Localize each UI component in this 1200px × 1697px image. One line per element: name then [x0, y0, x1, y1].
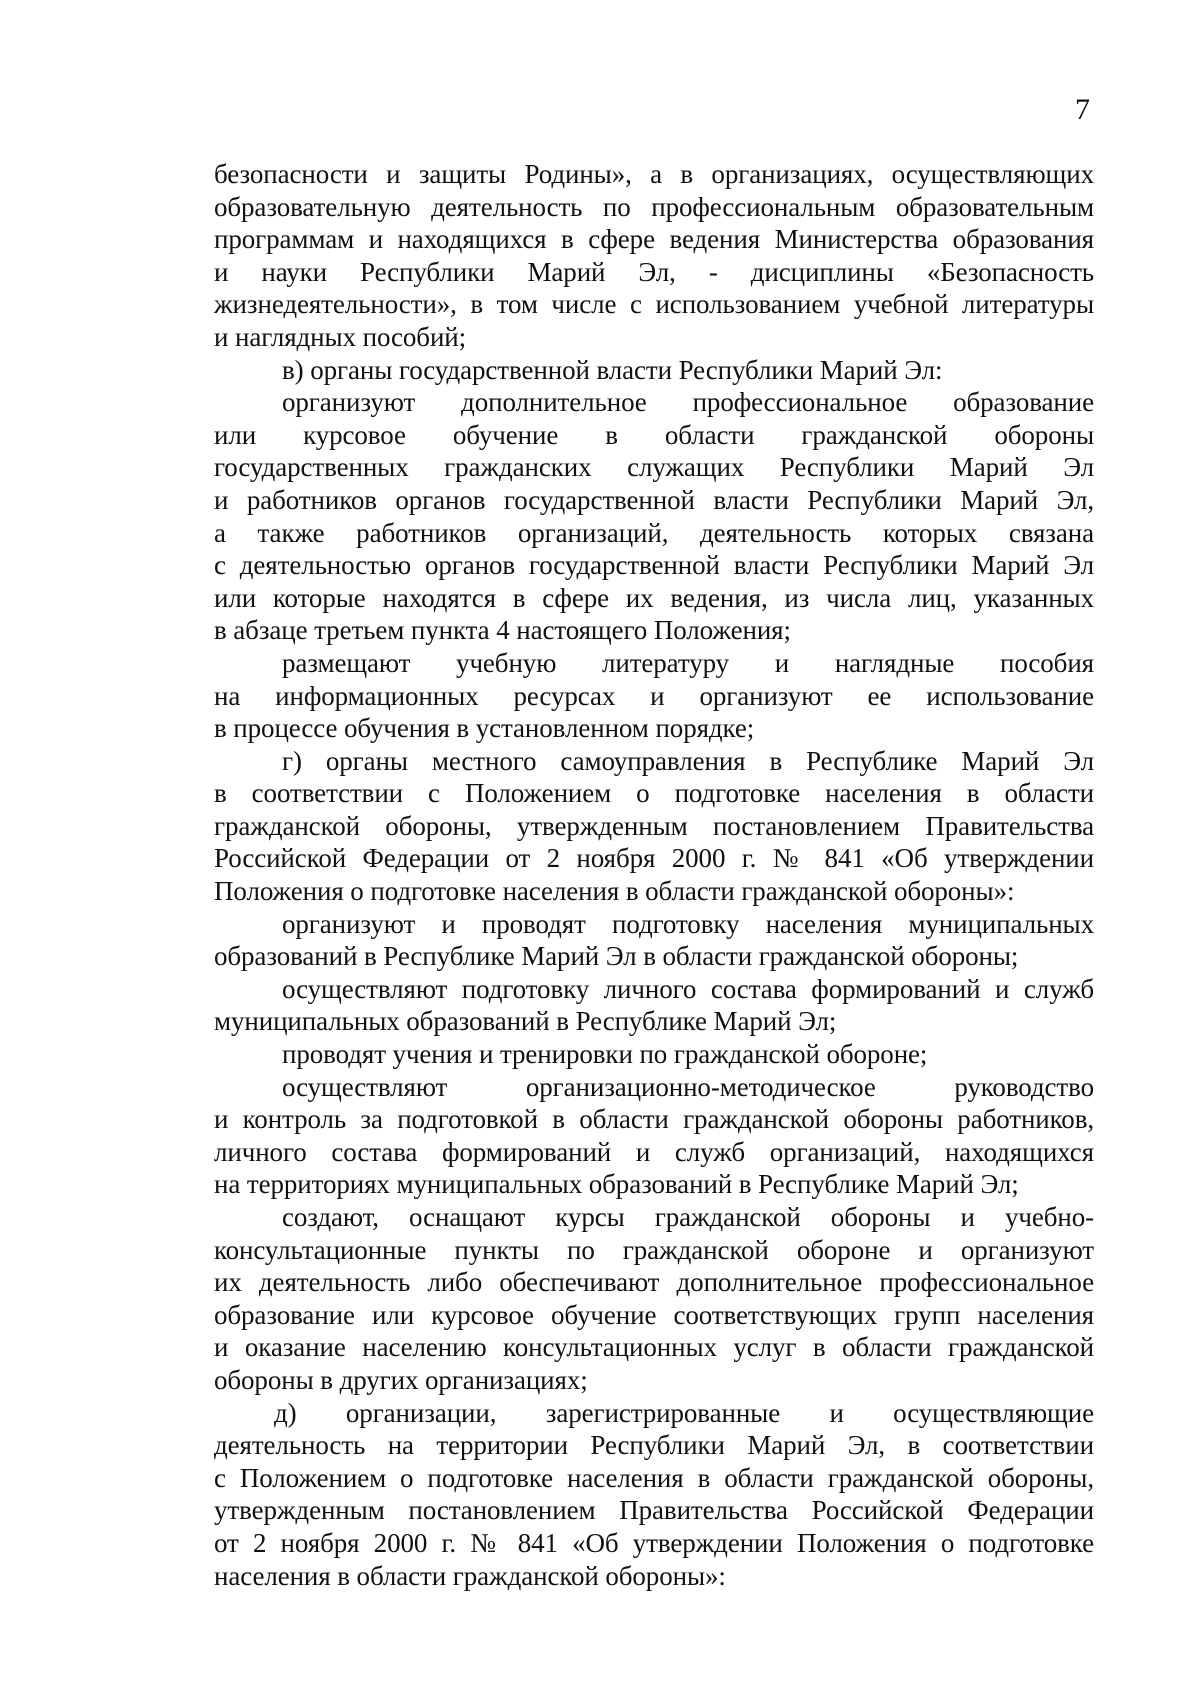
text-line: обороны в других организациях; [214, 1364, 588, 1395]
text-line: с деятельностью органов государственной власти Республики Марий Эл [214, 550, 1094, 581]
text-line: государственных гражданских служащих Республики Марий Эл [214, 452, 1094, 483]
text-line: жизнедеятельности», в том числе с использованием учебной литературы [214, 289, 1094, 320]
text-line: в абзаце третьем пункта 4 настоящего Положения; [214, 615, 791, 646]
document-body [214, 158, 1094, 1592]
text-line: деятельность на территории Республики Марий Эл, в соответствии [214, 1430, 1094, 1461]
text-line: осуществляют организационно-методическое руководство [282, 1071, 1094, 1102]
text-line: и контроль за подготовкой в области гражданской обороны работников, [214, 1104, 1094, 1135]
text-line: г) органы местного самоуправления в Республике Марий Эл [282, 745, 1094, 776]
text-line: на информационных ресурсах и организуют ее использование [214, 680, 1094, 711]
text-line: образований в Республике Марий Эл в области гражданской обороны; [214, 941, 1019, 972]
text-line: гражданской обороны, утвержденным постановлением Правительства [214, 810, 1094, 841]
text-line: с Положением о подготовке населения в области гражданской обороны, [214, 1462, 1094, 1493]
text-line: утвержденным постановлением Правительства Российской Федерации [214, 1495, 1094, 1526]
text-line: и наглядных пособий; [214, 321, 467, 352]
text-line: в) органы государственной власти Республики Марий Эл: [282, 354, 943, 385]
text-line: от 2 ноября 2000 г. № 841 «Об утверждении Положения о подготовке [214, 1527, 1094, 1558]
text-line: д) организации, зарегистрированные и осуществляющие [274, 1397, 1094, 1428]
text-line: а также работников организаций, деятельность которых связана [214, 517, 1094, 548]
text-line: и оказание населению консультационных услуг в области гражданской [214, 1332, 1094, 1363]
text-line: личного состава формирований и служб организаций, находящихся [214, 1136, 1094, 1167]
page-number: 7 [1075, 93, 1090, 126]
text-line: в соответствии с Положением о подготовке населения в области [214, 778, 1094, 809]
text-line: образовательную деятельность по профессиональным образовательным [214, 191, 1094, 222]
text-line: и науки Республики Марий Эл, - дисциплины «Безопасность [214, 256, 1094, 287]
text-line: проводят учения и тренировки по гражданской обороне; [282, 1039, 928, 1070]
text-line: и работников органов государственной власти Республики Марий Эл, [214, 484, 1094, 515]
text-line: муниципальных образований в Республике Марий Эл; [214, 1006, 837, 1037]
text-line: образование или курсовое обучение соответствующих групп населения [214, 1299, 1094, 1330]
text-line: программам и находящихся в сфере ведения Министерства образования [214, 224, 1094, 255]
text-line: размещают учебную литературу и наглядные пособия [282, 647, 1094, 678]
text-line: осуществляют подготовку личного состава формирований и служб [282, 973, 1094, 1004]
text-line: на территориях муниципальных образований в Республике Марий Эл; [214, 1169, 1019, 1200]
text-line: создают, оснащают курсы гражданской обороны и учебно- [282, 1202, 1094, 1232]
text-line: в процессе обучения в установленном порядке; [214, 713, 755, 744]
text-line: или курсовое обучение в области гражданской обороны [214, 419, 1094, 450]
text-line: Положения о подготовке населения в области гражданской обороны»: [214, 876, 1015, 907]
text-line: Российской Федерации от 2 ноября 2000 г. № 841 «Об утверждении [214, 843, 1094, 874]
text-line: их деятельность либо обеспечивают дополнительное профессиональное [214, 1267, 1094, 1298]
text-line: безопасности и защиты Родины», а в организациях, осуществляющих [214, 159, 1094, 189]
text-line: консультационные пункты по гражданской обороне и организуют [214, 1234, 1094, 1265]
text-line: населения в области гражданской обороны»: [214, 1560, 726, 1591]
text-line: организуют дополнительное профессиональное образование [282, 387, 1094, 418]
text-line: или которые находятся в сфере их ведения, из числа лиц, указанных [214, 582, 1094, 613]
text-line: организуют и проводят подготовку населения муниципальных [282, 908, 1094, 939]
